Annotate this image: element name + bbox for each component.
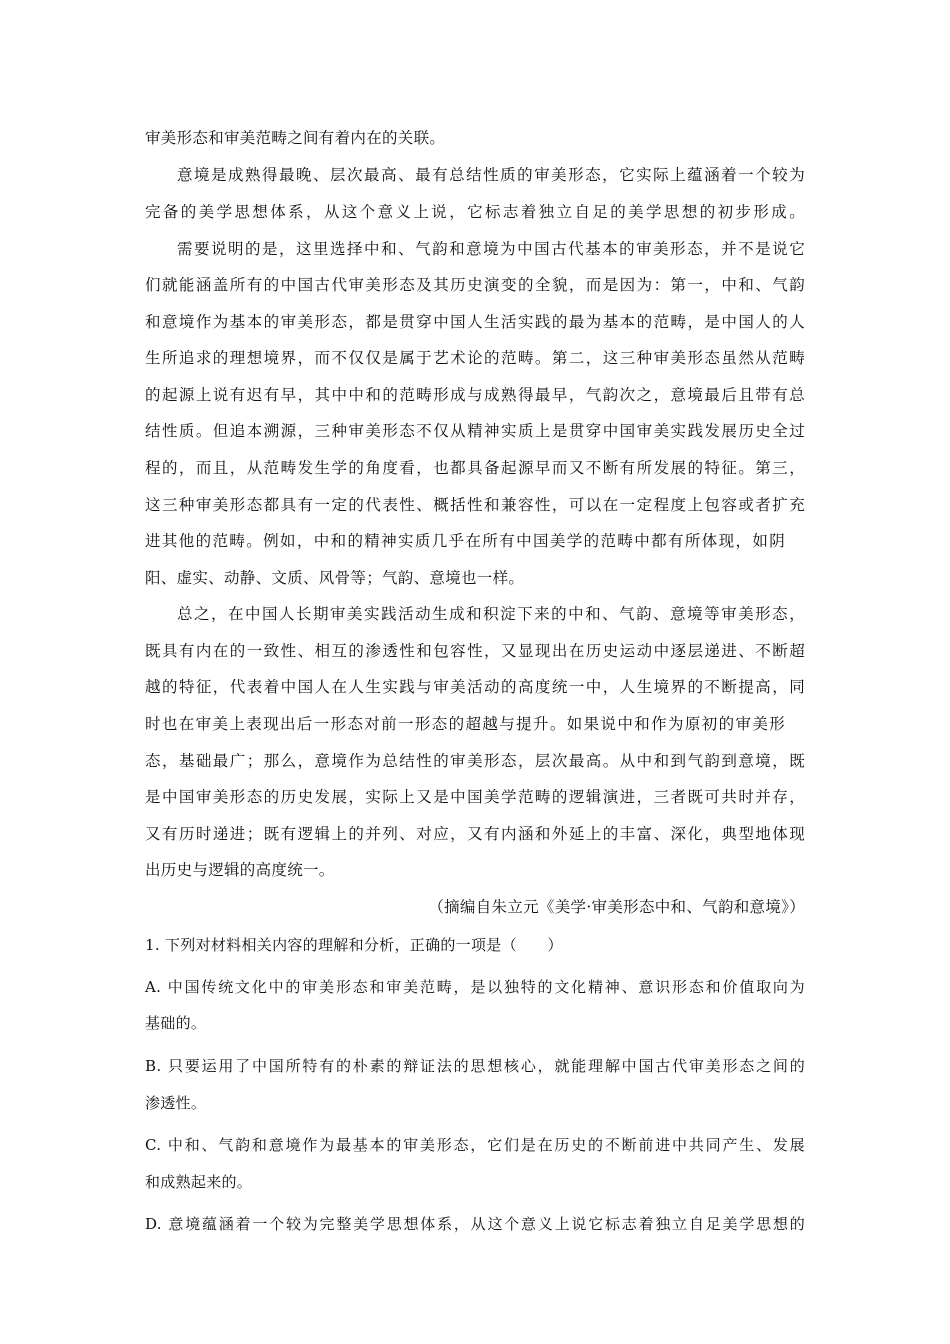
passage-line: 的起源上说有迟有早，其中中和的范畴形成与成熟得最早，气韵次之，意境最后且带有总 <box>145 386 805 404</box>
passage-line: 意境是成熟得最晚、层次最高、最有总结性质的审美形态，它实际上蕴涵着一个较为 <box>177 166 805 184</box>
passage-line: 又有历时递进；既有逻辑上的并列、对应，又有内涵和外延上的丰富、深化，典型地体现 <box>145 825 805 843</box>
option-a-continued: 基础的。 <box>145 1014 207 1032</box>
passage-line: 们就能涵盖所有的中国古代审美形态及其历史演变的全貌，而是因为：第一，中和、气韵 <box>145 276 805 294</box>
passage-line: 是中国审美形态的历史发展，实际上又是中国美学范畴的逻辑演进，三者既可共时并存， <box>145 788 805 806</box>
source-attribution: （摘编自朱立元《美学·审美形态中和、气韵和意境》） <box>428 898 805 916</box>
passage-line: 结性质。但追本溯源，三种审美形态不仅从精神实质上是贯穿中国审美实践发展历史全过 <box>145 422 805 440</box>
option-c: C. 中和、气韵和意境作为最基本的审美形态，它们是在历史的不断前进中共同产生、发展 <box>145 1136 805 1154</box>
passage-line: 总之，在中国人长期审美实践活动生成和积淀下来的中和、气韵、意境等审美形态， <box>177 605 805 623</box>
passage-line: 越的特征，代表着中国人在人生实践与审美活动的高度统一中，人生境界的不断提高，同 <box>145 678 805 696</box>
passage-line: 阳、虚实、动静、文质、风骨等；气韵、意境也一样。 <box>145 569 525 587</box>
passage-line: 既具有内在的一致性、相互的渗透性和包容性，又显现出在历史运动中逐层递进、不断超 <box>145 642 805 660</box>
passage-line: 这三种审美形态都具有一定的代表性、概括性和兼容性，可以在一定程度上包容或者扩充 <box>145 496 805 514</box>
option-b-continued: 渗透性。 <box>145 1094 207 1112</box>
option-c-continued: 和成熟起来的。 <box>145 1173 253 1191</box>
question-stem: 1. 下列对材料相关内容的理解和分析，正确的一项是（ ） <box>145 936 563 954</box>
option-b: B. 只要运用了中国所特有的朴素的辩证法的思想核心，就能理解中国古代审美形态之间的 <box>145 1057 805 1075</box>
passage-line: 进其他的范畴。例如，中和的精神实质几乎在所有中国美学的范畴中都有所体现，如阴 <box>145 532 785 550</box>
option-d: D. 意境蕴涵着一个较为完整美学思想体系，从这个意义上说它标志着独立自足美学思想的 <box>145 1215 805 1233</box>
passage-line: 时也在审美上表现出后一形态对前一形态的超越与提升。如果说中和作为原初的审美形 <box>145 715 785 733</box>
passage-line: 出历史与逻辑的高度统一。 <box>145 861 335 879</box>
passage-line: 和意境作为基本的审美形态，都是贯穿中国人生活实践的最为基本的范畴，是中国人的人 <box>145 313 805 331</box>
passage-line: 态，基础最广；那么，意境作为总结性的审美形态，层次最高。从中和到气韵到意境，既 <box>145 752 805 770</box>
passage-line: 完备的美学思想体系，从这个意义上说，它标志着独立自足的美学思想的初步形成。 <box>145 203 805 221</box>
passage-line: 生所追求的理想境界，而不仅仅是属于艺术论的范畴。第二，这三种审美形态虽然从范畴 <box>145 349 805 367</box>
passage-line: 需要说明的是，这里选择中和、气韵和意境为中国古代基本的审美形态，并不是说它 <box>177 240 805 258</box>
passage-line: 审美形态和审美范畴之间有着内在的关联。 <box>145 129 446 147</box>
option-a: A. 中国传统文化中的审美形态和审美范畴，是以独特的文化精神、意识形态和价值取向为 <box>145 978 805 996</box>
passage-line: 程的，而且，从范畴发生学的角度看，也都具备起源早而又不断有所发展的特征。第三， <box>145 459 805 477</box>
